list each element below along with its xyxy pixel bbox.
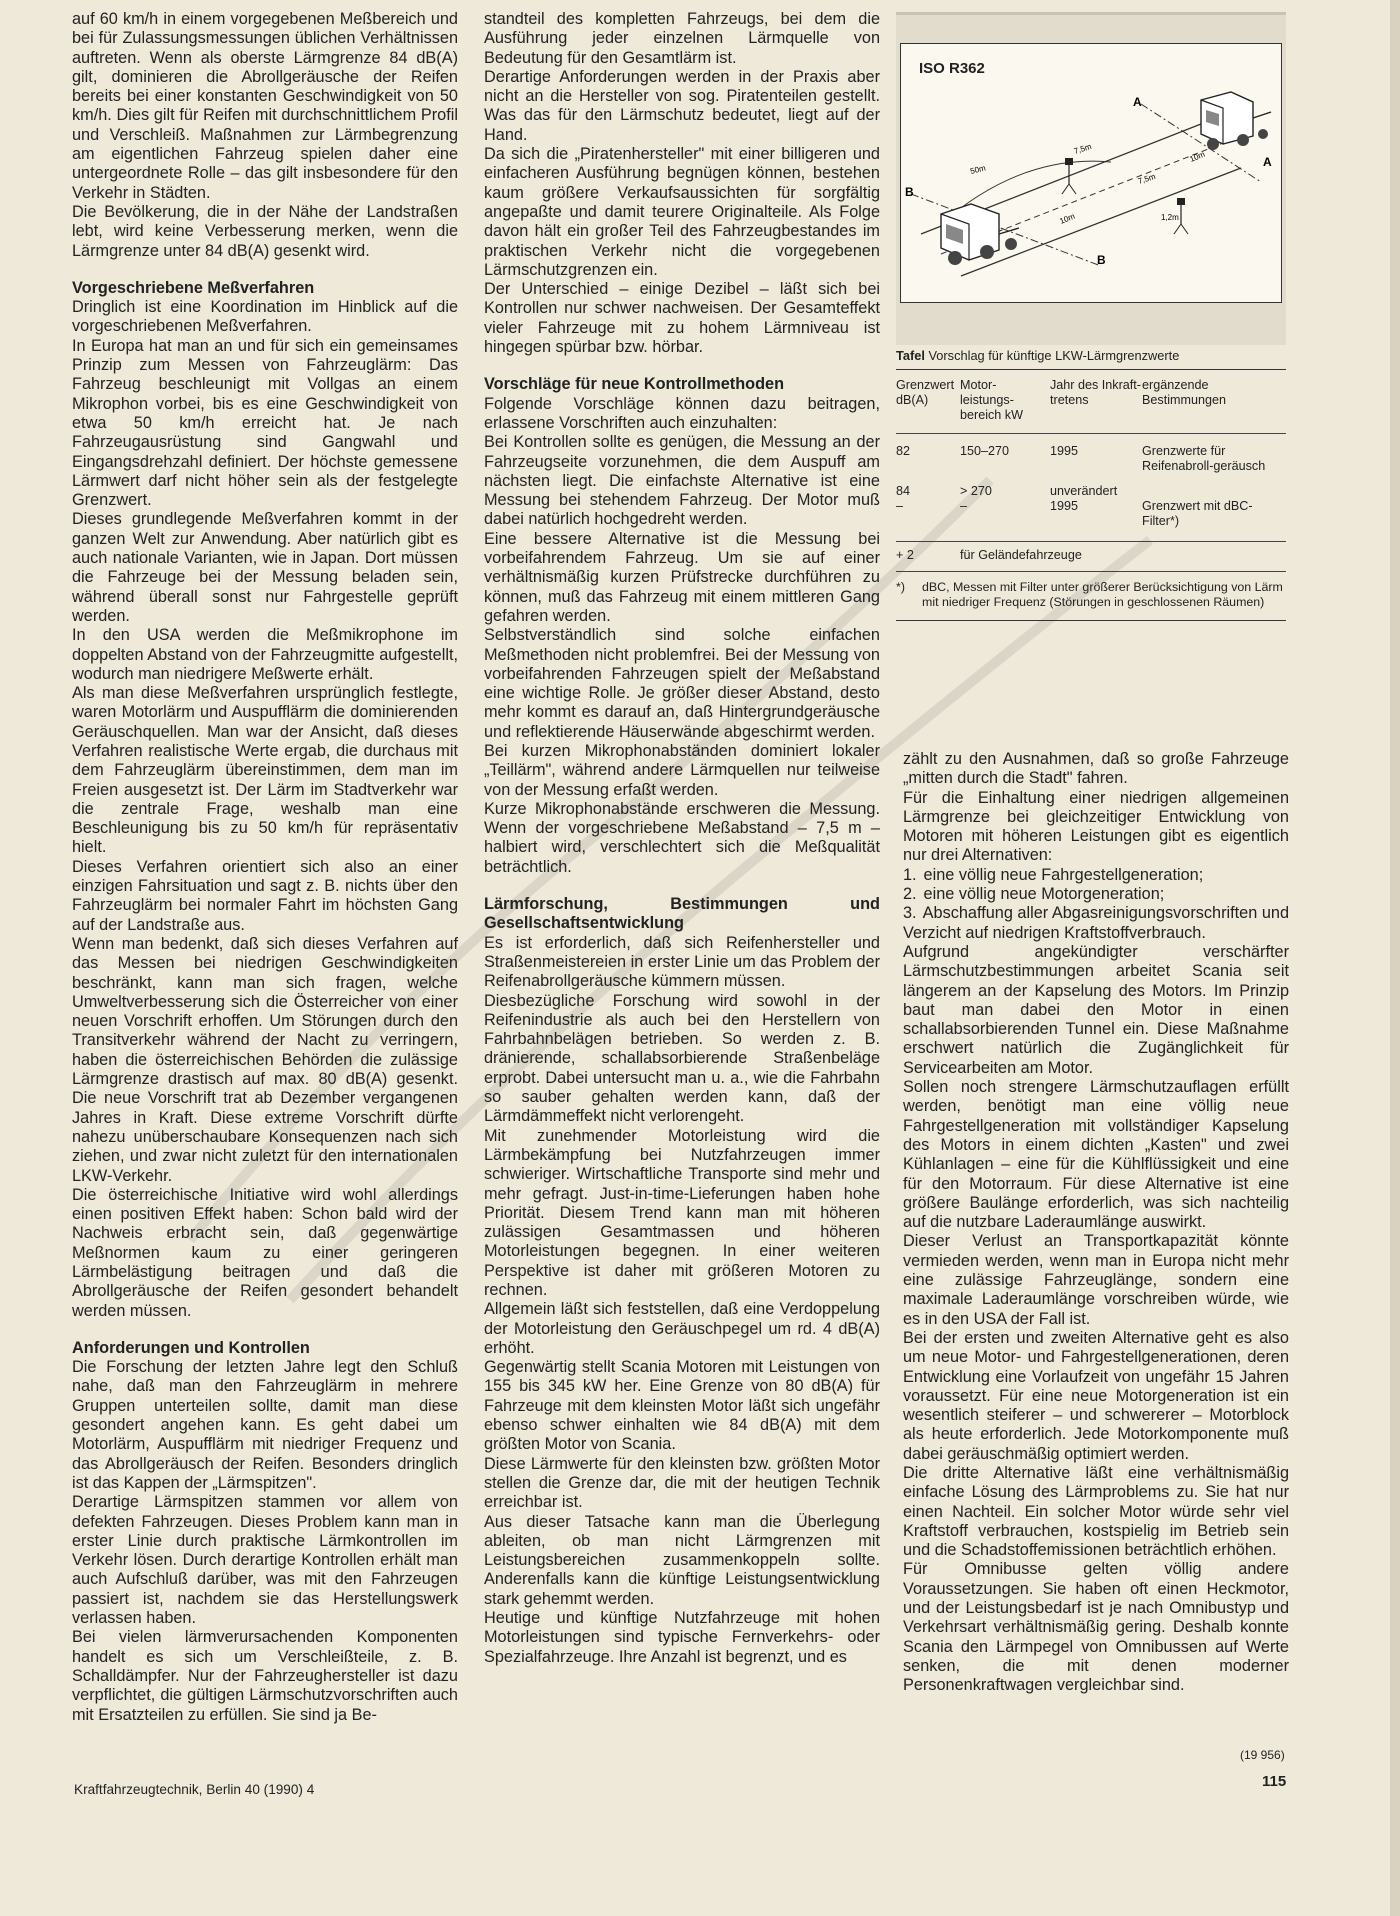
table-cell: 150–270 [960,444,1010,458]
paragraph: Dieses Verfahren orientiert sich also an einer einzigen Fahrsituation und sagt z. B. nichts über den Fahrzeuglärm bei normaler Fahrt im höchsten Gang auf der Landstraße aus. [72,857,458,934]
col2-section4 [484,934,880,1667]
alternatives-list [903,866,1289,943]
page-edge [1390,0,1400,1916]
table-cell: 84 – [896,484,911,513]
article-reference-number: (19 956) [1240,1748,1285,1762]
paragraph: In den USA werden die Meßmikrophone im doppelten Abstand von der Fahrzeugmitte aufgestellt, wodurch man niedrigere Meßwerte erhält. [72,626,458,683]
text-column-3 [903,750,1289,1696]
label-b-bottom: B [1097,253,1106,267]
list-item-number: 1. [903,865,917,884]
paragraph: Für die Einhaltung einer niedrigen allgemeinen Lärmgrenze bei gleichzeitiger Entwicklung von Motoren mit höheren Leistungen gibt es eigentlich nur drei Alternativen: [903,788,1289,865]
paragraph: Gegenwärtig stellt Scania Motoren mit Leistungen von 155 bis 345 kW her. Eine Grenze von 80 dB(A) für Fahrzeuge mit dem kleinsten Motor läßt sich ungefähr ebenso schwer einhalten wie 84 dB(A) mit dem größten Motor von Scania. [484,1358,880,1454]
paragraph: Kurze Mikrophonabstände erschweren die Messung. Wenn der vorgeschriebene Meßabstand – 7,5 m – halbiert wird, verschlechtert sich die Meßqualität beträchtlich. [484,799,880,876]
label-1-2m: 1,2m [1161,213,1179,222]
label-50m: 50m [969,163,987,176]
table-end-rule [896,620,1286,621]
list-item-text: eine völlig neue Fahrgestellgeneration; [923,865,1204,884]
label-a-right: A [1263,155,1272,169]
paragraph: In Europa hat man an und für sich ein gemeinsames Prinzip zum Messen von Fahrzeuglärm: Das Fahrzeug beschleunigt mit Vollgas an einem Mikrophon vorbei, bis es eine Geschwindigkeit von etwa 50 km/h erreicht hat. Je nach Fahrzeugausrüstung sind Gangwahl und Eingangsdrehzahl definiert. Der höchste gemessene Lärmwert darf nicht höher sein als der festgelegte Grenzwert. [72,336,458,510]
paragraph: Eine bessere Alternative ist die Messung bei vorbeifahrendem Fahrzeug. Um sie auf einer verhältnismäßig kurzen Prüfstrecke durchführen zu können, muß das Fahrzeug mit einem mittleren Gang gefahren werden. [484,529,880,625]
journal-footer: Kraftfahrzeugtechnik, Berlin 40 (1990) 4 [74,1782,315,1797]
table-caption-label: Tafel [896,348,925,363]
label-10m-right: 10m [1188,149,1207,164]
paragraph: Bei Kontrollen sollte es genügen, die Messung an der Fahrzeugseite vorzunehmen, die dem Auspuff am nächsten liegt. Die einfachste Alternative ist eine Messung bei stehendem Fahrzeug. Der Motor muß dabei natürlich hochgedreht werden. [484,433,880,529]
noise-limit-table-body [896,434,1286,529]
footnote-mark: *) [896,580,905,594]
label-10m-bottom: 10m [1058,211,1077,226]
paragraph: Folgende Vorschläge können dazu beitragen, erlassene Vorschriften auch einzuhalten: [484,394,880,432]
list-item-text: Abschaffung aller Abgasreinigungsvorschriften und Verzicht auf niedrigen Kraftstoffverbrauch. [903,904,1290,942]
text-column-2 [484,10,880,1667]
col3-rest [903,943,1289,1696]
list-item-number: 3. [903,904,917,923]
table-cell: 82 [896,444,911,458]
table-cell: > 270 – [960,484,992,513]
table-cell: 1995 [1050,444,1079,458]
paragraph: Es ist erforderlich, daß sich Reifenhersteller und Straßenmeistereien in erster Linie um das Problem der Reifenabrollgeräusche kümmern müssen. [484,933,880,991]
col1-section1 [72,298,458,1321]
paragraph: Mit zunehmender Motorleistung wird die Lärmbekämpfung bei Nutzfahrzeugen immer schwieriger. Wirtschaftliche Transporte sind mehr und mehr gefragt. Just-in-time-Lieferungen haben hohe Priorität. Diesem Trend kann man mit höheren zulässigen Gesamtmassen und höheren Motorleistungen begegnen. In einer weiteren Perspektive ist daher mit größeren Motoren zu rechnen. [484,1126,880,1299]
table-row [896,542,1286,571]
table-cell: Grenzwert mit dBC-Filter*) [1142,499,1253,528]
section-heading-laermforschung: Lärmforschung, Bestimmungen und Gesellschaftsentwicklung [484,895,880,933]
list-item-text: eine völlig neue Motorgeneration; [923,885,1165,904]
paragraph: zählt zu den Ausnahmen, daß so große Fahrzeuge „mitten durch die Stadt" fahren. [903,750,1289,788]
paragraph: Wenn man bedenkt, daß sich dieses Verfahren auf das Messen bei niedrigen Geschwindigkeiten beschränkt, kann man sich fragen, welche Umweltverbesserung sich die Österreicher von einer neuen Vorschrift erhoffen. Um Störungen durch den Transitverkehr während der Nacht zu verringern, haben die österreichischen Behörden die zulässige Lärmgrenze drastisch auf max. 80 dB(A) gesenkt. Die neue Vorschrift trat ab Dezember vergangenen Jahres in Kraft. Diese extreme Vorschrift dürfte nahezu unüberschaubare Konsequenzen nach sich ziehen, und zwar nicht zuletzt für den internationalen LKW-Verkehr. [72,934,458,1185]
paragraph: Die dritte Alternative läßt eine verhältnismäßig einfache Lösung des Lärmproblems zu. Sie hat nur einen Nachteil. Ein solcher Motor würde sehr viel Kraftstoff verbrauchen, kostspielig im Betrieb sein und die Schadstoffemissionen beträchtlich erhöhen. [903,1463,1289,1560]
page-number: 115 [1262,1773,1287,1790]
paragraph: Diese Lärmwerte für den kleinsten bzw. größten Motor stellen die Grenze dar, die mit der heutigen Technik erreichbar ist. [484,1454,880,1512]
section-heading-anforderungen: Anforderungen und Kontrollen [72,1338,310,1357]
label-a-top: A [1133,95,1142,109]
col2-section3 [484,395,880,877]
table-cell: + 2 [896,548,914,562]
table-cell: Grenzwerte für Reifenabroll-geräusch [1142,444,1266,473]
list-item [903,904,1289,943]
paragraph: Als man diese Meßverfahren ursprünglich festlegte, waren Motorlärm und Auspufflärm die dominierenden Geräuschquellen. Man war der Ansicht, daß dieses Verfahren realistische Werte ergab, die durchaus mit dem Fahrzeuglärm übereinstimmen, dem man im Freien ausgesetzt ist. Der Lärm im Stadtverkehr war die zentrale Frage, weshalb man eine Beschleunigung bis zu 50 km/h für repräsentativ hielt. [72,684,458,857]
table-header-row [896,370,1286,433]
line-b-b [911,194,1101,266]
paragraph: Aus dieser Tatsache kann man die Überlegung ableiten, ob man nicht Lärmgrenzen mit Leistungsbereichen zusammenkoppeln sollte. Anderenfalls kann die künftige Leistungsentwicklung stark gehemmt werden. [484,1512,880,1608]
paragraph: Die österreichische Initiative wird wohl allerdings einen positiven Effekt haben: Schon bald wird der Nachweis erbracht sein, daß gegenwärtige Meßnormen kaum zu einer geringeren Lärmbelästigung beitragen und daß die Abrollgeräusche der Reifen gesondert behandelt werden müssen. [72,1185,458,1320]
figure-frame [900,43,1282,303]
measurement-diagram [901,44,1281,302]
paragraph: Bei vielen lärmverursachenden Komponenten handelt es sich um Verschleißteile, z. B. Schalldämpfer. Nur der Fahrzeughersteller ist dazu verpflichtet, die gültigen Lärmschutzvorschriften auch mit Ersatzteilen zu erfüllen. Sie sind ja Be- [72,1628,458,1724]
table-header-cell: Jahr des Inkraft-tretens [1050,378,1141,407]
list-item-number: 2. [903,885,917,904]
label-7-5m-bottom: 7,5m [1136,171,1157,186]
paragraph: standteil des kompletten Fahrzeugs, bei dem die Ausführung jeder einzelnen Lärmquelle von Bedeutung für den Gesamtlärm ist. [484,10,880,67]
paragraph: Bei der ersten und zweiten Alternative geht es also um neue Motor- und Fahrgestellgenerationen, deren Entwicklung eine Vorlaufzeit von ungefähr 15 Jahren voraussetzt. Für eine neue Motorgeneration ist ein wesentlich steiferer – und schwererer – Motorblock als heute erforderlich. Jede Motorkomponente muß dabei geräuschmäßig optimiert werden. [903,1328,1289,1463]
col2-intro [484,10,880,357]
paragraph: Für Omnibusse gelten völlig andere Voraussetzungen. Sie haben oft einen Heckmotor, und der Leistungsbedarf ist je nach Omnibustyp und Verkehrsart verhältnismäßig gering. Deshalb konnte Scania den Lärmpegel von Omnibussen auf Werte senken, die mit denen moderner Personenkraftwagen vergleichbar sind. [903,1560,1289,1695]
paragraph: Derartige Lärmspitzen stammen vor allem von defekten Fahrzeugen. Dieses Problem kann man in erster Linie durch praktische Lärmkontrollen im Verkehr lösen. Durch derartige Kontrollen erhält man auch Aufschluß darüber, was mit den Fahrzeugen passiert ist, nachdem sie das Herstellungswerk verlassen haben. [72,1493,458,1628]
table-row [896,474,1286,529]
paragraph: auf 60 km/h in einem vorgegebenen Meßbereich und bei für Zulassungsmessungen üblichen Verhältnissen auftreten. Wenn als oberste Lärmgrenze 84 dB(A) gilt, dominieren die Abrollgeräusche der Reifen bereits bei einer konstanten Geschwindigkeit von 50 km/h. Dies gilt für Reifen mit durchschnittlichem Profil und Verschleiß. Maßnahmen zur Lärmbegrenzung am eigentlichen Fahrzeug spielen daher eine untergeordnete Rolle – das gilt insbesondere für den Verkehr in Städten. [72,10,458,202]
col1-section2 [72,1358,458,1725]
section-heading-kontrollmethoden: Vorschläge für neue Kontrollmethoden [484,375,785,394]
paragraph: Sollen noch strengere Lärmschutzauflagen erfüllt werden, benötigt man eine völlig neue Fahrgestellgeneration mit vollständiger Kapselung des Motors in einem dichten „Kasten" und zwei Kühlanlagen – eine für die Kühlflüssigkeit und eine für den Motorraum. Für diese Alternative ist eine größere Baulänge erforderlich, was sich nachteilig auf die nutzbare Laderaumlänge auswirkt. [903,1078,1289,1232]
paragraph: Diesbezügliche Forschung wird sowohl in der Reifenindustrie als auch bei den Herstellern von Fahrbahnbelägen betrieben. So werden z. B. dränierende, schallabsorbierende Straßenbeläge erprobt. Dabei untersucht man u. a., wie die Fahrbahn so sauber gehalten werden kann, daß der Lärmdämmeffekt nicht verlorengeht. [484,991,880,1126]
footnote-text: dBC, Messen mit Filter unter größerer Berücksichtigung von Lärm mit niedriger Frequenz (Störungen in geschlossenen Räumen) [922,580,1283,609]
paragraph: Dringlich ist eine Koordination im Hinblick auf die vorgeschriebenen Meßverfahren. [72,298,458,336]
paragraph: Bei kurzen Mikrophonabständen dominiert lokaler „Teillärm", während andere Lärmquellen nur teilweise von der Messung erfaßt werden. [484,741,880,799]
paragraph: Selbstverständlich sind solche einfachen Meßmethoden nicht problemfrei. Bei der Messung von vorbeifahrenden Fahrzeugen spielt der Meßabstand eine wichtige Rolle. Je größer dieser Abstand, desto mehr kommt es darauf an, daß Hintergrundgeräusche und reflektierende Häuserwände abgeschirmt werden. [484,626,880,741]
table-footnote [896,580,1286,610]
paragraph: Der Unterschied – einige Dezibel – läßt sich bei Kontrollen nur schwer nachweisen. Der Gesamteffekt vieler Fahrzeuge mit zu hohem Lärmniveau ist hingegen spürbar bzw. hörbar. [484,280,880,357]
list-item [903,885,1289,904]
label-b-left: B [905,185,914,199]
table-bottom-rule [896,571,1286,572]
table-caption [896,348,1286,363]
table-header-cell: ergänzende Bestimmungen [1142,378,1226,407]
paragraph: Die Bevölkerung, die in der Nähe der Landstraßen lebt, wird keine Verbesserung merken, wenn die Lärmgrenze unter 84 dB(A) gesenkt wird. [72,202,458,260]
noise-limit-table-extra [896,542,1286,571]
table-header-cell: Motor-leistungs-bereich kW [960,378,1023,422]
paragraph: Da sich die „Piratenhersteller" mit einer billigeren und einfacheren Ausführung begnügen können, bestehen kaum größere Verkaufsaussichten für sorgfältig angepaßte und damit teurere Originalteile. Als Folge davon hält ein großer Teil des Fahrzeugbestandes im praktischen Verkehr nicht die vorgegebenen Lärmschutzgrenzen ein. [484,145,880,279]
figure-label: ISO R362 [919,60,985,77]
label-7-5m-top: 7,5m [1072,141,1093,156]
table-row [896,434,1286,474]
iso-r362-figure [896,12,1286,345]
paragraph: Die Forschung der letzten Jahre legt den Schluß nahe, daß man den Fahrzeuglärm in mehrere Gruppen unterteilen sollte, damit man diese gesondert angehen kann. Es geht dabei um Motorlärm, Auspufflärm mit niedriger Frequenz und das Abrollgeräusch der Reifen. Besonders dringlich ist das Kappen der „Lärmspitzen". [72,1358,458,1492]
table-header-cell: Grenzwert dB(A) [896,378,955,407]
paragraph: Heutige und künftige Nutzfahrzeuge mit hohen Motorleistungen sind typische Fernverkehrs- oder Spezialfahrzeuge. Ihre Anzahl ist begrenzt, und es [484,1609,880,1666]
table-cell: für Geländefahrzeuge [960,548,1082,562]
paragraph: Dieses grundlegende Meßverfahren kommt in der ganzen Welt zur Anwendung. Aber natürlich gibt es auch nationale Varianten, wie in Japan. Dort müssen die Fahrzeuge bei der Messung beladen sein, während überall sonst nur Fahrgestelle geprüft werden. [72,510,458,625]
paragraph: Dieser Verlust an Transportkapazität könnte vermieden werden, wenn man in Europa nicht mehr eine zulässige Fahrzeuglänge, sondern eine maximale Laderaumlänge vorschreiben würde, wie es in den USA der Fall ist. [903,1232,1289,1328]
section-heading-messverfahren: Vorgeschriebene Meßverfahren [72,278,315,297]
table-caption-text: Vorschlag für künftige LKW-Lärmgrenzwerte [924,348,1180,363]
paragraph: Derartige Anforderungen werden in der Praxis aber nicht an die Hersteller von sog. Piratenteilen gestellt. Was das für den Lärmschutz bedeutet, liegt auf der Hand. [484,67,880,144]
noise-limit-table-block [896,348,1286,621]
noise-limit-table [896,370,1286,433]
col3-intro [903,750,1289,866]
text-column-1 [72,10,458,1725]
paragraph: Aufgrund angekündigter verschärfter Lärmschutzbestimmungen arbeitet Scania seit längerem an der Kapselung des Motors. Im Prinzip baut man dabei den Motor in einen schallabsorbierenden Tunnel ein. Diese Maßnahme erschwert natürlich die Zugänglichkeit für Servicearbeiten am Motor. [903,942,1289,1077]
truck-icon-near [941,204,1019,265]
list-item [903,866,1289,885]
paragraph: Allgemein läßt sich feststellen, daß eine Verdoppelung der Motorleistung den Geräuschpegel um rd. 4 dB(A) erhöht. [484,1300,880,1357]
col1-intro [72,10,458,261]
table-cell: unverändert 1995 [1050,484,1118,513]
truck-icon-far [1201,92,1271,150]
